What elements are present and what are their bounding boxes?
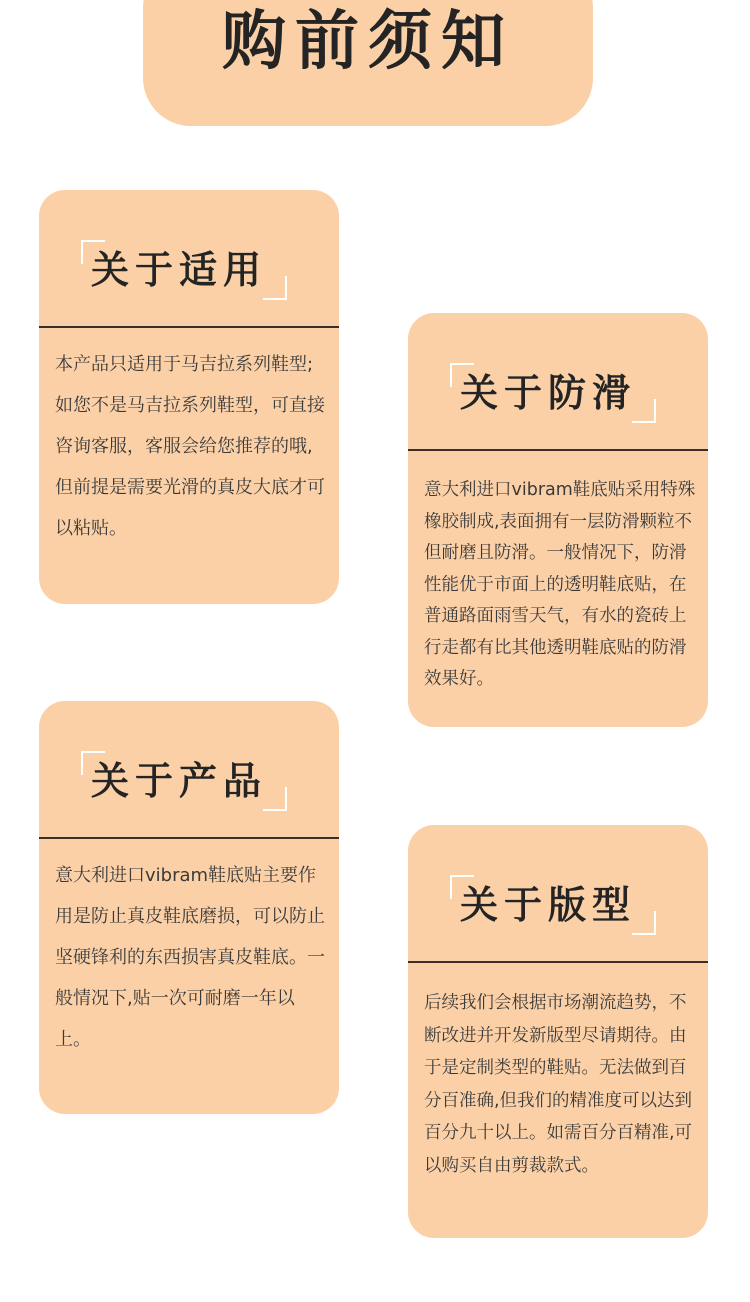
card-header [39,190,339,328]
header-banner [143,0,593,126]
card-header [39,701,339,839]
card-title-frame [81,240,287,300]
card-title: 关于产品 [91,759,268,803]
card-anti-slip [408,313,708,727]
card-title: 关于适用 [91,248,268,292]
card-body-text: 后续我们会根据市场潮流趋势，不断改进并开发新版型尽请期待。由于是定制类型的鞋贴。无法做到百分百准确,但我们的精准度可以达到百分九十以上。如需百分百精准,可以购买自由剪裁款式。 [424,993,693,1176]
corner-bracket-icon [632,911,656,935]
card-title: 关于版型 [460,883,637,927]
page-title: 购前须知 [222,5,514,79]
card-body-text: 意大利进口vibram鞋底贴采用特殊橡胶制成,表面拥有一层防滑颗粒不但耐磨且防滑。一般情况下，防滑性能优于市面上的透明鞋底贴，在普通路面雨雪天气，有水的瓷砖上行走都有比其他透明鞋底贴的防滑效果好。 [424,480,696,689]
card-product [39,701,339,1114]
corner-bracket-icon [632,399,656,423]
card-title-frame [450,875,656,935]
card-title-frame [81,751,287,811]
card-body-text: 本产品只适用于马吉拉系列鞋型;如您不是马吉拉系列鞋型，可直接咨询客服，客服会给您推荐的哦,但前提是需要光滑的真皮大底才可以粘贴。 [55,354,325,539]
card-title: 关于防滑 [460,371,637,415]
corner-bracket-icon [263,276,287,300]
card-header [408,825,708,963]
card-body-text: 意大利进口vibram鞋底贴主要作用是防止真皮鞋底磨损，可以防止坚硬锋利的东西损害真皮鞋底。一般情况下,贴一次可耐磨一年以上。 [55,865,325,1050]
corner-bracket-icon [263,787,287,811]
card-shoe-fit [408,825,708,1238]
card-title-frame [450,363,656,423]
card-header [408,313,708,451]
card-applicability [39,190,339,604]
